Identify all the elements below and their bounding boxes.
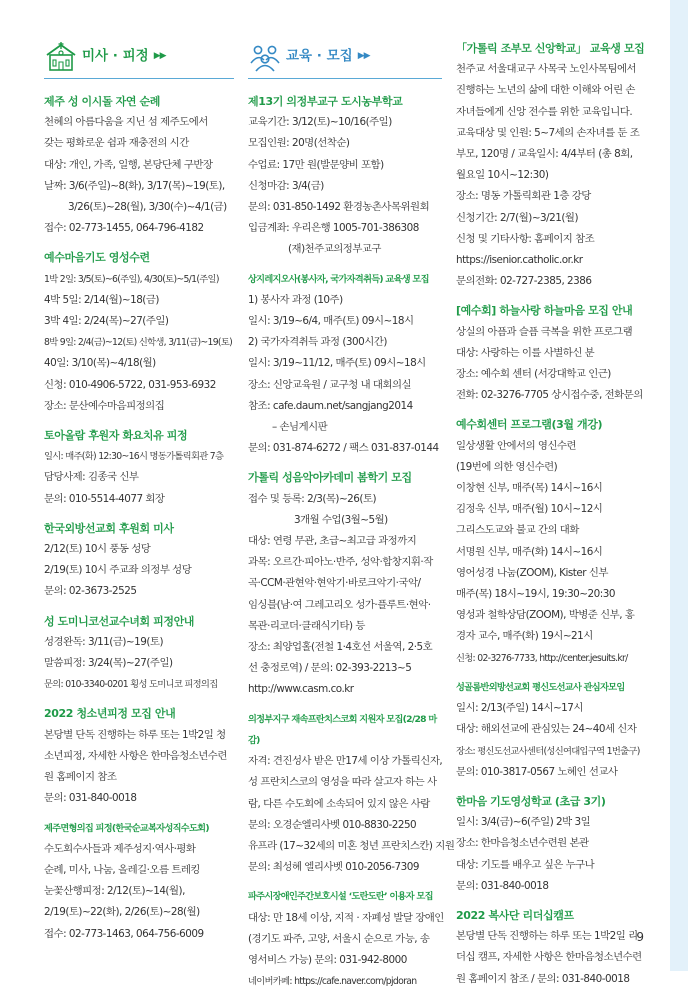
church-icon xyxy=(44,41,78,73)
body-line: 1) 봉사자 과정 (10주) xyxy=(248,293,343,306)
body-line: 그리스도교와 불교 간의 대화 xyxy=(456,524,579,537)
body-line: 접수 및 등록: 2/3(목)~26(토) xyxy=(248,492,377,505)
section-title: 한마음 기도영성학교 (초급 3기) xyxy=(456,794,606,808)
people-icon xyxy=(248,41,282,73)
body-line: 임싱블(남·여 그레고리오 성가·플루트·현악· xyxy=(248,598,431,611)
section-title: 2022 복사단 리더십캠프 xyxy=(456,908,574,922)
header-arrows: ▶▶ xyxy=(153,51,166,62)
body-line: (재)천주교의정부교구 xyxy=(288,243,381,256)
body-line: 선 충정로역) / 문의: 02-393-2213~5 xyxy=(248,662,412,675)
body-line: 장소: 최양업홀(전철 1·4호선 서울역, 2·5호 xyxy=(248,641,433,654)
body-line: 수도회수사들과 제주성지·역사·평화 xyxy=(44,842,196,855)
body-line: https://isenior.catholic.or.kr xyxy=(456,254,583,267)
section-title: 상지레지오사(봉사자, 국가자격취득) 교육생 모집 xyxy=(248,273,429,285)
body-line: 모집인원: 20명(선착순) xyxy=(248,137,350,150)
body-line: 원 홈페이지 참조 xyxy=(44,771,117,784)
body-line: 곡·CCM·관현악·현악기·바로크악기·국악/ xyxy=(248,577,421,590)
section-title: 제주면형의집 피정(한국순교복자성직수도회) xyxy=(44,822,209,834)
section-title: 제13기 의정부교구 도시농부학교 xyxy=(248,95,403,108)
body-line: 신청: 02-3276-7733, http://center.jesuits.kr/ xyxy=(456,652,628,664)
body-line: 교육기간: 3/12(토)~10/16(주일) xyxy=(248,116,392,129)
body-line: 본당별 단독 진행하는 하루 또는 1박2일 리 xyxy=(456,930,638,943)
body-line: 문의: 031-840-0018 xyxy=(44,792,137,805)
body-line: http://www.casm.co.kr xyxy=(248,683,354,696)
body-line: 장소: 평신도선교사센터(성신여대입구역 1번출구) xyxy=(456,745,640,757)
body-line: 문의: 010-3340-0201 횡성 도미니코 피정의집 xyxy=(44,679,218,691)
body-line: 3/26(토)~28(월), 3/30(수)~4/1(금) xyxy=(68,201,227,214)
body-line: 더십 캠프, 자세한 사항은 한마음청소년수련 xyxy=(456,951,642,964)
body-line: 2/19(토) 10시 주교좌 의정부 성당 xyxy=(44,564,192,577)
section-title: 한국외방선교회 후원회 미사 xyxy=(44,521,174,535)
section-title: 파주시장애인주간보호시설 ‘도란도란’ 이용자 모집 xyxy=(248,891,433,903)
body-line: 대상: 만 18세 이상, 지적 · 자폐성 발달 장애인 xyxy=(248,911,444,924)
body-line: 영성과 철학상담(ZOOM), 박병준 신부, 홍 xyxy=(456,609,635,622)
body-line: 자녀들에게 신앙 전수를 위한 교육입니다. xyxy=(456,105,633,118)
body-line: 접수: 02-773-1463, 064-756-6009 xyxy=(44,927,204,940)
announcements-column xyxy=(456,38,648,985)
page-number: 9 xyxy=(636,930,644,944)
body-line: 소년피정, 자세한 사항은 한마음청소년수련 xyxy=(44,749,227,762)
body-line: 4박 5일: 2/14(월)~18(금) xyxy=(44,293,159,306)
body-line: 신청: 010-4906-5722, 031-953-6932 xyxy=(44,378,216,391)
body-line: (19번에 의한 영신수련) xyxy=(456,460,558,473)
body-line: 장소: 명동 가톨릭회관 1층 강당 xyxy=(456,190,591,203)
body-line: 일시: 2/13(주일) 14시~17시 xyxy=(456,702,583,715)
body-line: 문의: 오경순엘리사벳 010-8830-2250 xyxy=(248,818,417,831)
body-line: 갖는 평화로운 쉼과 재충전의 시간 xyxy=(44,137,189,150)
body-line: 대상: 연령 무관, 초급~최고급 과정까지 xyxy=(248,535,417,548)
mass-retreat-column xyxy=(44,36,234,941)
body-line: 문의: 031-850-1492 환경농촌사목위원회 xyxy=(248,201,430,214)
body-line: 2/19(토)~22(화), 2/26(토)~28(월) xyxy=(44,906,200,919)
body-line: 영어성경 나눔(ZOOM), Kister 신부 xyxy=(456,566,608,579)
body-line: 입금계좌: 우리은행 1005-701-386308 xyxy=(248,222,419,235)
body-line: 말씀피정: 3/24(목)~27(주일) xyxy=(44,657,173,670)
section-title: [예수회] 하늘사랑 하늘마음 모집 안내 xyxy=(456,304,633,318)
body-line: 원 홈페이지 참조 / 문의: 031-840-0018 xyxy=(456,972,630,985)
body-line: 성경완독: 3/11(금)~19(토) xyxy=(44,635,164,648)
body-line: 눈꽃산행피정: 2/12(토)~14(월), xyxy=(44,885,185,898)
body-line: 담당사제: 김종국 신부 xyxy=(44,471,139,484)
body-line: 일상생활 안에서의 영신수련 xyxy=(456,439,577,452)
body-line: 유프라 (17~32세의 미혼 청년 프란치스칸) 지원 xyxy=(248,839,455,852)
section-title: 「가톨릭 조부모 신앙학교」 교육생 모집 xyxy=(456,42,645,55)
body-line: (경기도 파주, 고양, 서울시 순으로 가능, 송 xyxy=(248,932,430,945)
edge-color-band xyxy=(670,0,688,971)
body-line: 장소: 신앙교육원 / 교구청 내 대회의실 xyxy=(248,378,412,391)
body-line: 본당별 단독 진행하는 하루 또는 1박2일 청 xyxy=(44,728,226,741)
body-line: 문의전화: 02-727-2385, 2386 xyxy=(456,275,592,288)
body-line: 대상: 사랑하는 이를 사별하신 분 xyxy=(456,346,595,359)
body-line: 문의: 031-840-0018 xyxy=(456,879,549,892)
body-line: 네이버카페: https://cafe.naver.com/pjdoran xyxy=(248,976,417,988)
body-line: 과목: 오르간·피아노·반주, 성악·합창지휘·작 xyxy=(248,556,433,569)
section-title: 성골롬반외방선교회 평신도선교사 관심자모임 xyxy=(456,681,625,693)
body-line: 천주교 서울대교구 사목국 노인사목팀에서 xyxy=(456,63,637,76)
mass-retreat-title: 미사 · 피정 xyxy=(82,48,149,65)
body-line: 3개월 수업(3월~5월) xyxy=(294,513,388,526)
body-line: 서명원 신부, 매주(화) 14시~16시 xyxy=(456,545,603,558)
section-title: 토아올람 후원자 화요치유 피정 xyxy=(44,429,188,443)
education-recruit-column xyxy=(248,36,455,988)
section-title: 성 도미니코선교수녀회 피정안내 xyxy=(44,614,195,628)
body-line: 신청 및 기타사항: 홈페이지 참조 xyxy=(456,232,595,245)
body-line: 신청마감: 3/4(금) xyxy=(248,179,324,192)
body-line: 접수: 02-773-1455, 064-796-4182 xyxy=(44,222,204,235)
education-recruit-title: 교육 · 모집 xyxy=(286,48,353,65)
education-recruit-header xyxy=(248,36,442,79)
body-line: 장소: 예수회 센터 (서강대학교 인근) xyxy=(456,368,611,381)
body-line: 천혜의 아름다움을 지닌 섬 제주도에서 xyxy=(44,116,208,129)
body-line: 1박 2일: 3/5(토)~6(주일), 4/30(토)~5/1(주일) xyxy=(44,273,219,285)
body-line: 이창현 신부, 매주(목) 14시~16시 xyxy=(456,482,603,495)
section-title: 의정부지구 재속프란치스코회 지원자 모집(2/28 마감) xyxy=(248,713,437,746)
section-title: 예수회센터 프로그램(3월 개강) xyxy=(456,418,603,432)
body-line: 자격: 견진성사 받은 만17세 이상 가톨릭신자, xyxy=(248,755,443,768)
section-title: 제주 성 이시돌 자연 순례 xyxy=(44,95,160,108)
section-title: 가톨릭 성음악아카데미 봄학기 모집 xyxy=(248,471,412,485)
body-line: 대상: 기도를 배우고 싶은 누구나 xyxy=(456,858,595,871)
body-line: 문의: 010-3817-0567 노혜인 선교사 xyxy=(456,765,618,778)
body-line: 교육대상 및 인원: 5~7세의 손자녀를 둔 조 xyxy=(456,126,640,139)
body-line: 장소: 한마음청소년수련원 본관 xyxy=(456,837,589,850)
body-line: 부모, 120명 / 교육일시: 4/4부터 (총 8회, xyxy=(456,148,633,161)
section-title: 2022 청소년피정 모집 안내 xyxy=(44,707,176,721)
section-title: 예수마음기도 영성수련 xyxy=(44,251,150,265)
body-line: 김정욱 신부, 매주(월) 10시~12시 xyxy=(456,503,603,516)
mass-retreat-header xyxy=(44,36,234,79)
body-line: 문의: 031-874-6272 / 팩스 031-837-0144 xyxy=(248,442,439,455)
body-line: 진행하는 노년의 삶에 대한 이해와 어린 손 xyxy=(456,84,635,97)
body-line: 대상: 해외선교에 관심있는 24~40세 신자 xyxy=(456,723,637,736)
body-line: 경자 교수, 매주(화) 19시~21시 xyxy=(456,630,593,643)
body-line: 일시: 매주(화) 12:30~16시 명동가톨릭회관 7층 xyxy=(44,451,224,463)
body-line: 순례, 미사, 나눔, 올레길·오름 트레킹 xyxy=(44,863,200,876)
body-line: 날짜: 3/6(주일)~8(화), 3/17(목)~19(토), xyxy=(44,179,225,192)
body-line: 람, 다른 수도회에 소속되어 있지 않은 사람 xyxy=(248,797,430,810)
body-line: 일시: 3/4(금)~6(주일) 2박 3일 xyxy=(456,816,591,829)
body-line: 성 프란치스코의 영성을 따라 살고자 하는 사 xyxy=(248,776,437,789)
body-line: 월요일 10시~12:30) xyxy=(456,169,549,182)
body-line: 신청기간: 2/7(월)~3/21(월) xyxy=(456,211,579,224)
body-line: 전화: 02-3276-7705 상시접수중, 전화문의 xyxy=(456,389,643,402)
body-line: 40일: 3/10(목)~4/18(월) xyxy=(44,357,156,370)
body-line: 2) 국가자격취득 과정 (300시간) xyxy=(248,336,387,349)
body-line: 문의: 02-3673-2525 xyxy=(44,585,137,598)
body-line: 문의: 010-5514-4077 회장 xyxy=(44,492,165,505)
body-line: 3박 4일: 2/24(목)~27(주일) xyxy=(44,315,169,328)
body-line: 영서비스 가능) 문의: 031-942-8000 xyxy=(248,953,407,966)
body-line: 목관·리코더·클래식기타) 등 xyxy=(248,619,365,632)
body-line: 장소: 문산예수마음피정의집 xyxy=(44,399,165,412)
body-line: 대상: 개인, 가족, 일행, 본당단체 구반장 xyxy=(44,158,213,171)
body-line: 문의: 최성혜 엘리사벳 010-2056-7309 xyxy=(248,861,419,874)
body-line: 매주(목) 18시~19시, 19:30~20:30 xyxy=(456,588,615,601)
body-line: 수업료: 17만 원(발문양비 포함) xyxy=(248,158,384,171)
body-line: 일시: 3/19~11/12, 매주(토) 09시~18시 xyxy=(248,357,426,370)
body-line: 8박 9일: 2/4(금)~12(토) 신학생, 3/11(금)~19(토) xyxy=(44,337,233,349)
body-line: 상실의 아픔과 슬픔 극복을 위한 프로그램 xyxy=(456,325,633,338)
body-line: 일시: 3/19~6/4, 매주(토) 09시~18시 xyxy=(248,315,414,328)
header-arrows: ▶▶ xyxy=(357,51,370,62)
body-line: 참조: cafe.daum.net/sangjang2014 xyxy=(248,399,413,412)
body-line: 2/12(토) 10시 풍동 성당 xyxy=(44,543,151,556)
body-line: – 손님게시판 xyxy=(272,421,328,434)
